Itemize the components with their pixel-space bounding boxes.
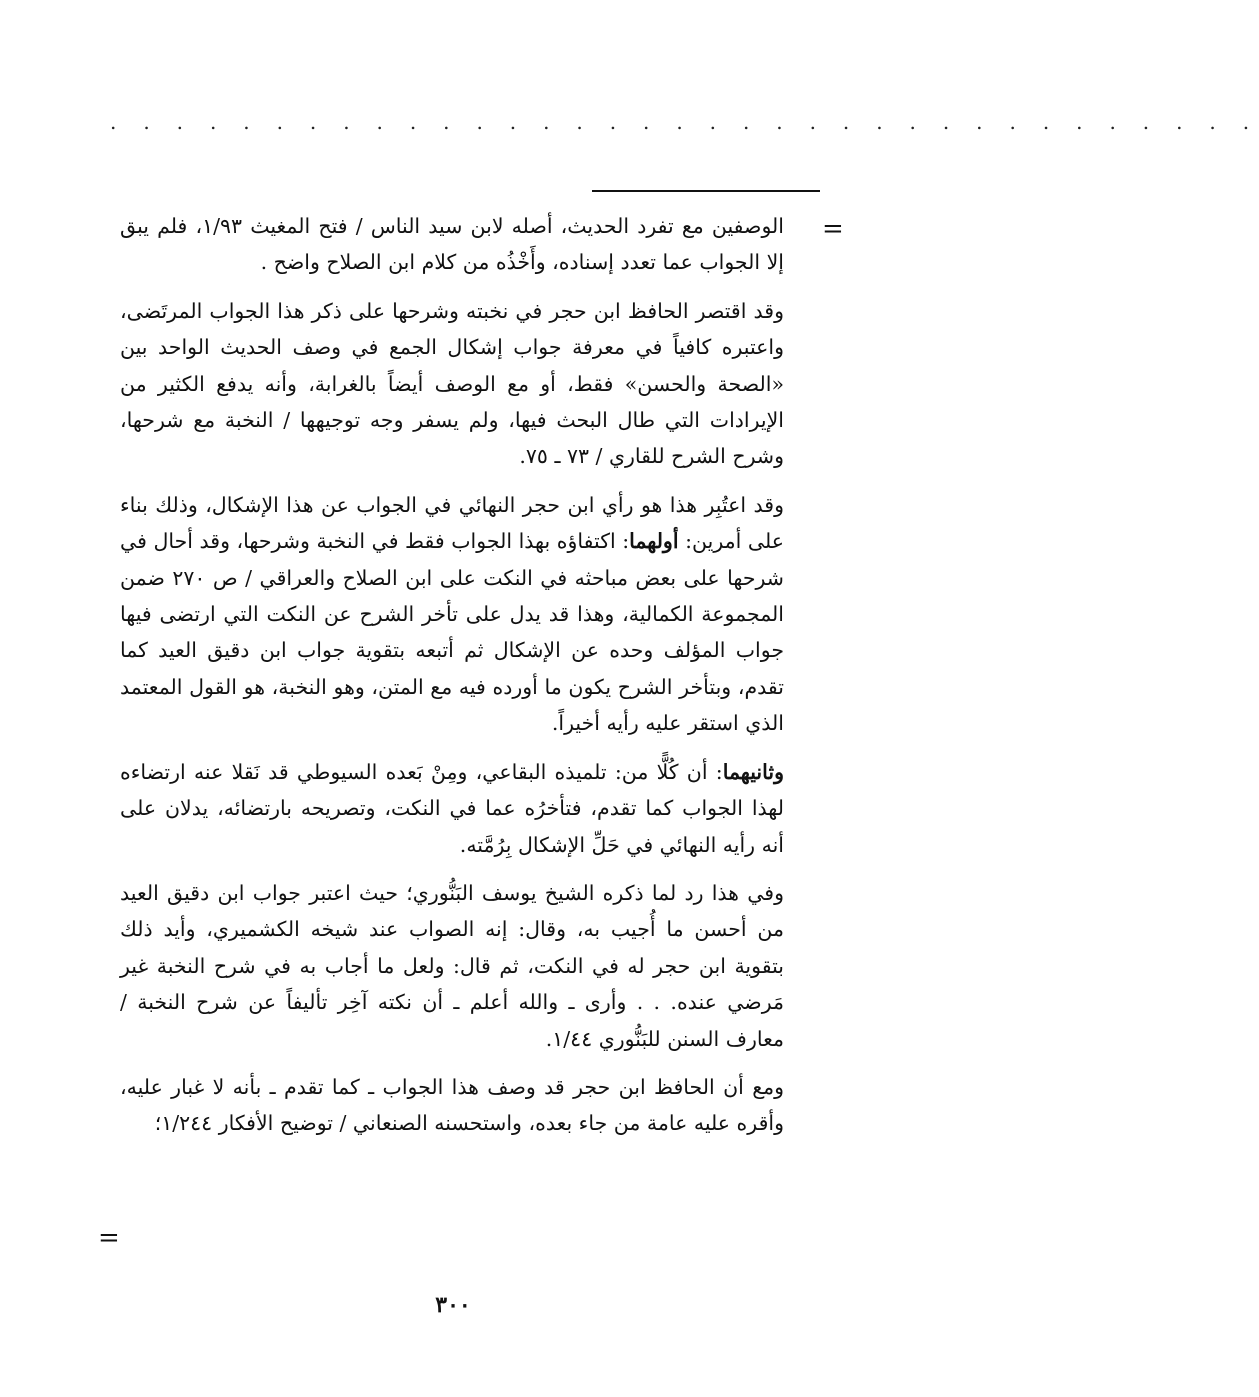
paragraph-3-intro: وقد اعتُبِر هذا هو رأي ابن حجر النهائي في الجواب عن هذا الإشكال، وذلك بناء على أمرين: xyxy=(120,492,784,554)
footnote-paragraph-2: وقد اقتصر الحافظ ابن حجر في نخبته وشرحها على ذكر هذا الجواب المرتَضى، واعتبره كافياً في معرفة جواب إشكال الجمع في وصف الحديث الواحد بين «الصحة والحسن» فقط، أو مع الوصف أيضاً بالغرابة، وأنه يدفع الكثير من الإيرادات التي طال البحث فيها، ولم يسفر وجه توجيهها / النخبة مع شرحها، وشرح الشرح للقاري / ٧٣ ـ ٧٥. xyxy=(120,298,784,469)
footnote-paragraph-6: ومع أن الحافظ ابن حجر قد وصف هذا الجواب ـ كما تقدم ـ بأنه لا غبار عليه، وأقره عليه عامة من جاء بعده، واستحسنه الصنعاني / توضيح الأفكار ١/٢٤٤؛ xyxy=(120,1074,784,1136)
paragraph-4-rest: : أن كُلًّا من: تلميذه البقاعي، ومِنْ بَعده السيوطي قد نَقلا عنه ارتضاءه لهذا الجواب كما تقدم، فتأخرُه عما في النكت، وتصريحه بارتضائه، يدلان على أنه رأيه النهائي في حَلِّ الإشكال بِرُمَّته. xyxy=(120,759,784,857)
continuation-mark-bottom: = xyxy=(98,1223,120,1253)
dotted-separator: . . . . . . . . . . . . . . . . . . . . . . . . . . . . . . . . . . . xyxy=(110,110,1259,134)
footnote-text xyxy=(120,208,784,1142)
paragraph-4-lead: وثانيهما xyxy=(722,759,784,784)
footnote-paragraph-1: الوصفين مع تفرد الحديث، أصله لابن سيد الناس / فتح المغيث ١/٩٣، فلم يبق إلا الجواب عما تعدد إسناده، وأَخْذُه من كلام ابن الصلاح واضح . xyxy=(120,214,784,275)
footnote-paragraph-3 xyxy=(120,487,784,742)
footnote-rule xyxy=(592,190,820,192)
page-number: ٣٠٠ xyxy=(435,1292,471,1318)
footnote-paragraph-4 xyxy=(120,754,784,863)
continuation-mark-top: = xyxy=(822,214,844,244)
footnote-paragraph-5: وفي هذا رد لما ذكره الشيخ يوسف البَنُّوري؛ حيث اعتبر جواب ابن دقيق العيد من أحسن ما أُجيب به، وقال: إنه الصواب عند شيخه الكشميري، وأيد ذلك بتقوية ابن حجر له في النكت، ثم قال: ولعل ما أجاب به في شرح النخبة غير مَرضي عنده. . . وأرى ـ والله أعلم ـ أن نكته آخِر تأليفاً عن شرح النخبة / معارف السنن للبَنُّوري ١/٤٤. xyxy=(120,880,784,1051)
paragraph-3-lead: أولهما xyxy=(629,529,679,554)
paragraph-3-rest: : اكتفاؤه بهذا الجواب فقط في النخبة وشرحها، وقد أحال في شرحها على بعض مباحثه في النكت على ابن الصلاح والعراقي / ص ٢٧٠ ضمن المجموعة الكمالية، وهذا قد يدل على تأخر الشرح عن النكت التي ارتضى فيها جواب المؤلف وحده عن الإشكال ثم أتبعه بتقوية جواب ابن دقيق العيد كما تقدم، وبتأخر الشرح يكون ما أورده فيه مع المتن، وهو النخبة، هو القول المعتمد الذي استقر عليه رأيه أخيراً. xyxy=(120,529,784,736)
